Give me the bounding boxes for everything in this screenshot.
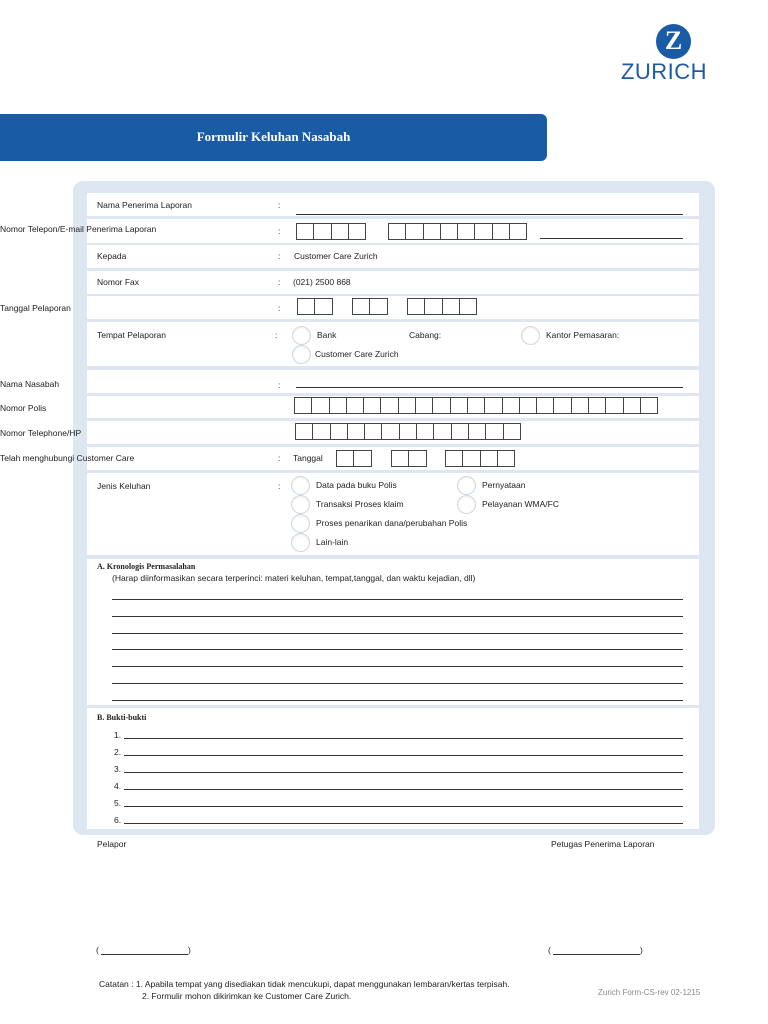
zurich-logo [612,24,716,84]
label-telephone-hp: Nomor Telephone/HP [0,428,82,438]
option-lain-lain: Lain-lain [316,537,349,547]
row-tempat-bg [87,322,699,366]
radio-data-buku-polis[interactable] [291,476,310,495]
label-tempat-pelaporan: Tempat Pelaporan [97,330,166,340]
label-customer-care: Telah menghubungi Customer Care [0,453,135,463]
cc-month-boxes[interactable] [391,450,427,467]
colon: : [278,251,281,261]
bukti-number: 4. [114,781,122,791]
option-customer-care: Customer Care Zurich [315,349,399,359]
pelapor-signature-line[interactable] [101,954,188,955]
row-tanggal-bg [87,296,699,319]
option-pernyataan: Pernyataan [482,480,526,490]
radio-customer-care[interactable] [292,345,311,364]
kronologis-line[interactable] [112,599,683,600]
label-telepon-email: Nomor Telepon/E-mail Penerima Laporan [0,224,157,234]
bukti-line[interactable] [124,823,683,824]
colon: : [278,200,281,210]
option-cabang: Cabang: [409,330,442,340]
kronologis-line[interactable] [112,649,683,650]
signature-close-paren: ) [640,945,643,955]
radio-pernyataan[interactable] [457,476,476,495]
label-jenis-keluhan: Jenis Keluhan [97,481,151,491]
radio-bank[interactable] [292,326,311,345]
label-penerima-laporan: Nama Penerima Laporan [97,200,192,210]
radio-transaksi-klaim[interactable] [291,495,310,514]
signature-open-paren: ( [96,945,99,955]
kronologis-line[interactable] [112,633,683,634]
fax-value: (021) 2500 868 [293,277,351,287]
note-line-1: Catatan : 1. Apabila tempat yang disediakan tidak mencukupi, dapat menggunakan lembaran/kertas terpisah. [99,979,510,989]
colon: : [278,277,281,287]
label-kepada: Kepada [97,251,127,261]
email-field[interactable] [540,238,683,239]
label-nomor-polis: Nomor Polis [0,403,47,413]
bukti-number: 3. [114,764,122,774]
colon: : [278,453,281,463]
label-petugas: Petugas Penerima Laporan [551,839,655,849]
bukti-line[interactable] [124,789,683,790]
colon: : [278,303,281,313]
form-title: Formulir Keluhan Nasabah [196,129,351,144]
option-kantor-pemasaran: Kantor Pemasaran: [546,330,620,340]
kronologis-line[interactable] [112,616,683,617]
bukti-number: 2. [114,747,122,757]
bukti-number: 5. [114,798,122,808]
penerima-laporan-field[interactable] [296,214,683,215]
section-b-title: B. Bukti-bukti [97,713,147,722]
note-line-2: 2. Formulir mohon dikirimkan ke Customer Care Zurich. [142,991,352,1001]
tanggal-day-boxes[interactable] [297,298,333,315]
kronologis-line[interactable] [112,666,683,667]
petugas-signature-line[interactable] [553,954,640,955]
bukti-line[interactable] [124,806,683,807]
option-bank: Bank [317,330,337,340]
telepon-number-boxes[interactable] [388,223,527,240]
colon: : [278,481,281,491]
cc-day-boxes[interactable] [336,450,372,467]
option-data-buku-polis: Data pada buku Polis [316,480,397,490]
signature-close-paren: ) [188,945,191,955]
radio-kantor-pemasaran[interactable] [521,326,540,345]
tanggal-year-boxes[interactable] [407,298,477,315]
row-kepada-bg [87,245,699,268]
section-a-title: A. Kronologis Permasalahan [97,562,196,571]
label-tanggal-pelaporan: Tanggal Pelaporan [0,303,71,313]
cc-year-boxes[interactable] [445,450,515,467]
colon: : [278,380,281,390]
kepada-value: Customer Care Zurich [294,251,378,261]
radio-pelayanan[interactable] [457,495,476,514]
telepon-prefix-boxes[interactable] [296,223,366,240]
bukti-line[interactable] [124,772,683,773]
colon: : [278,226,281,236]
form-code: Zurich Form-CS-rev 02-1215 [598,988,701,997]
nama-nasabah-field[interactable] [296,387,683,388]
tanggal-month-boxes[interactable] [352,298,388,315]
bukti-line[interactable] [124,738,683,739]
label-pelapor: Pelapor [97,839,127,849]
bukti-number: 6. [114,815,122,825]
section-a-subtitle: (Harap diinformasikan secara terperinci: materi keluhan, tempat,tanggal, dan waktu kejadian, dll) [112,573,476,583]
label-nama-nasabah: Nama Nasabah [0,379,60,389]
label-tanggal: Tanggal [293,453,323,463]
row-fax-bg [87,271,699,294]
signature-open-paren: ( [548,945,551,955]
zurich-wordmark: ZURICH [620,59,708,84]
telephone-hp-boxes[interactable] [295,423,521,440]
option-transaksi-klaim: Transaksi Proses klaim [316,499,404,509]
nomor-polis-boxes[interactable] [294,397,658,414]
title-banner [0,114,547,161]
bukti-line[interactable] [124,755,683,756]
section-b-bg [87,708,699,829]
radio-lain-lain[interactable] [291,533,310,552]
kronologis-line[interactable] [112,683,683,684]
zurich-logo-icon: Z [656,24,691,59]
radio-penarikan-dana[interactable] [291,514,310,533]
kronologis-line[interactable] [112,700,683,701]
bukti-number: 1. [114,730,122,740]
option-penarikan-dana: Proses penarikan dana/perubahan Polis [316,518,468,528]
option-pelayanan: Pelayanan WMA/FC [482,499,559,509]
colon: : [275,330,278,340]
label-fax: Nomor Fax [97,277,140,287]
row-nasabah-bg [87,370,699,393]
